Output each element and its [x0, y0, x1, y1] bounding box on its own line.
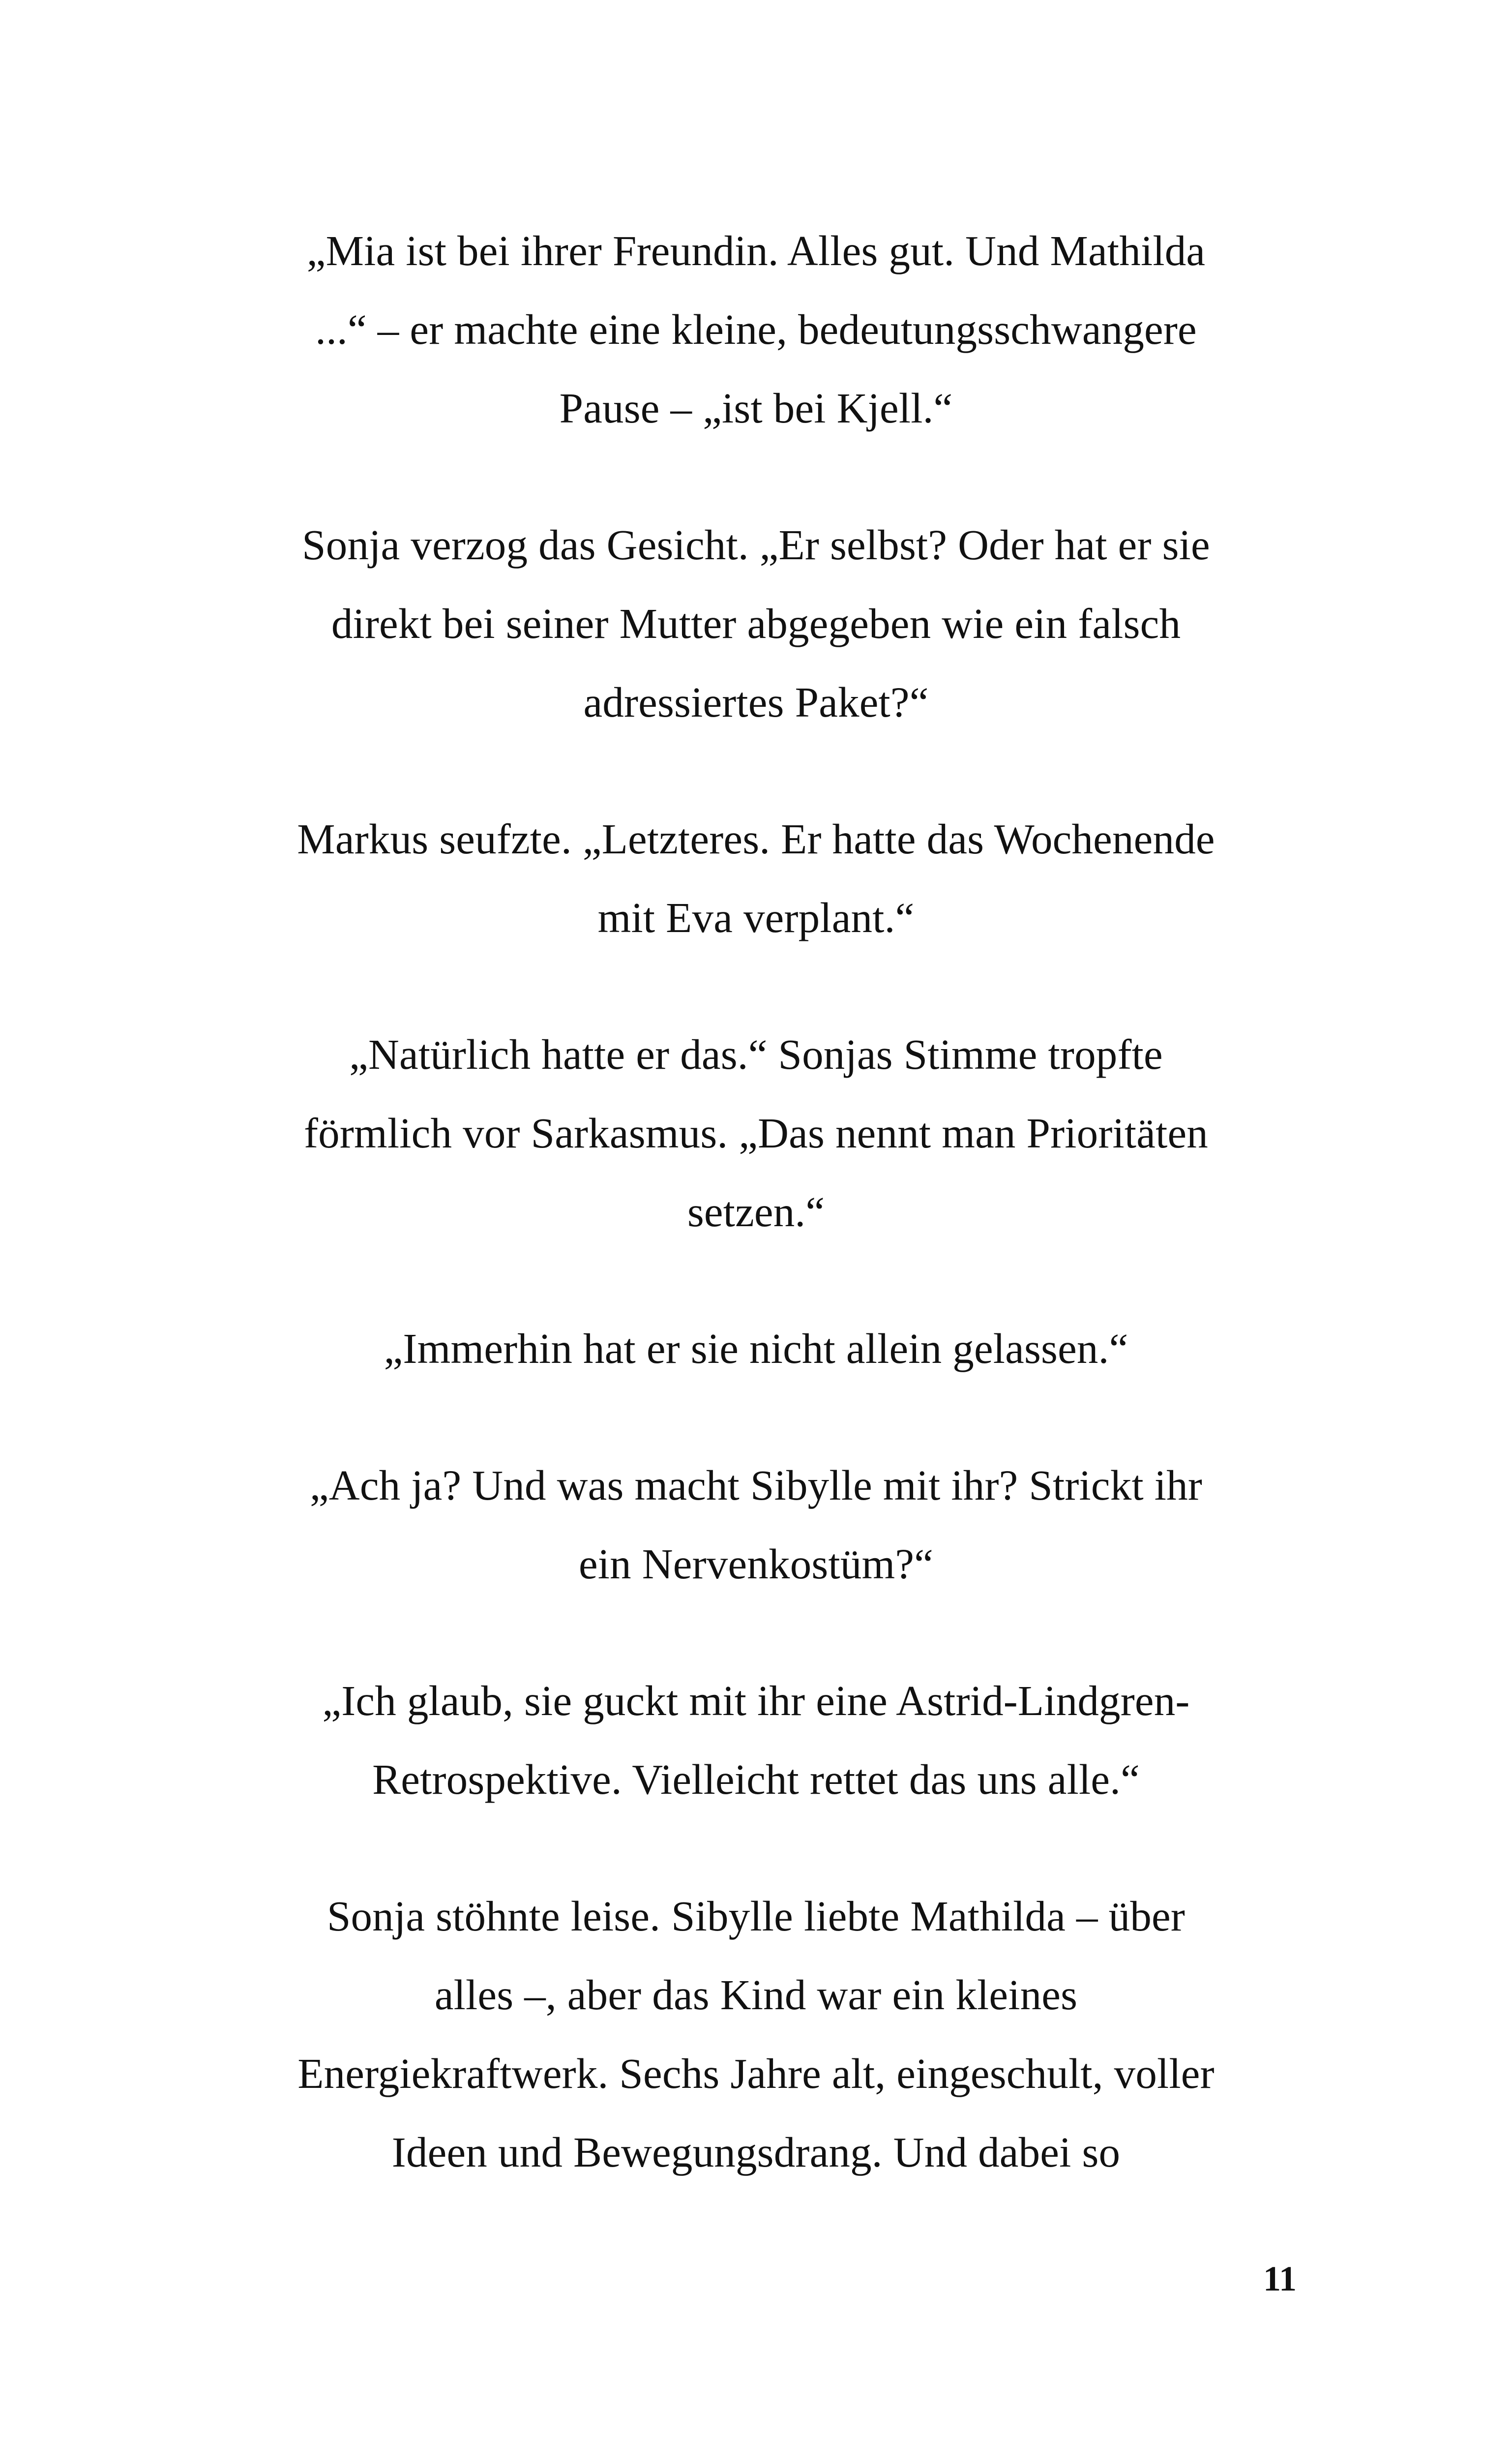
text-line: direkt bei seiner Mutter abgegeben wie ein falsch [331, 600, 1181, 647]
paragraph [275, 800, 1237, 957]
text-line: „Mia ist bei ihrer Freundin. Alles gut. Und Mathilda [306, 227, 1206, 274]
paragraph [275, 506, 1237, 742]
text-line: alles –, aber das Kind war ein kleines [434, 1971, 1078, 2019]
text-line: „Ich glaub, sie guckt mit ihr eine Astrid-Lindgren- [322, 1677, 1190, 1724]
text-line: Sonja verzog das Gesicht. „Er selbst? Oder hat er sie [302, 521, 1210, 569]
text-line: Energiekraftwerk. Sechs Jahre alt, eingeschult, voller [297, 2050, 1215, 2097]
paragraph [275, 1661, 1237, 1819]
text-line: ein Nervenkostüm?“ [578, 1540, 934, 1588]
text-line: mit Eva verplant.“ [597, 894, 915, 941]
text-line: Pause – „ist bei Kjell.“ [559, 384, 953, 432]
paragraph [275, 1015, 1237, 1251]
text-line: Sonja stöhnte leise. Sibylle liebte Mathilda – über [326, 1892, 1186, 1940]
paragraph [275, 211, 1237, 448]
text-line: „Natürlich hatte er das.“ Sonjas Stimme tropfte [349, 1030, 1163, 1078]
page-number: 11 [1263, 2259, 1297, 2298]
text-line: „Ach ja? Und was macht Sibylle mit ihr? Strickt ihr [309, 1461, 1203, 1509]
paragraph [275, 1309, 1237, 1388]
text-line: adressiertes Paket?“ [583, 678, 929, 726]
page-body [275, 211, 1237, 2250]
text-line: Retrospektive. Vielleicht rettet das uns alle.“ [372, 1755, 1140, 1803]
text-line: ...“ – er machte eine kleine, bedeutungsschwangere [315, 305, 1197, 353]
text-line: Markus seufzte. „Letzteres. Er hatte das Wochenende [297, 815, 1215, 863]
text-line: Ideen und Bewegungsdrang. Und dabei so [391, 2128, 1121, 2176]
paragraph [275, 1877, 1237, 2192]
text-line: „Immerhin hat er sie nicht allein gelassen.“ [384, 1325, 1128, 1372]
text-line: setzen.“ [687, 1188, 825, 1236]
text-line: förmlich vor Sarkasmus. „Das nennt man Prioritäten [304, 1109, 1208, 1157]
paragraph [275, 1446, 1237, 1603]
